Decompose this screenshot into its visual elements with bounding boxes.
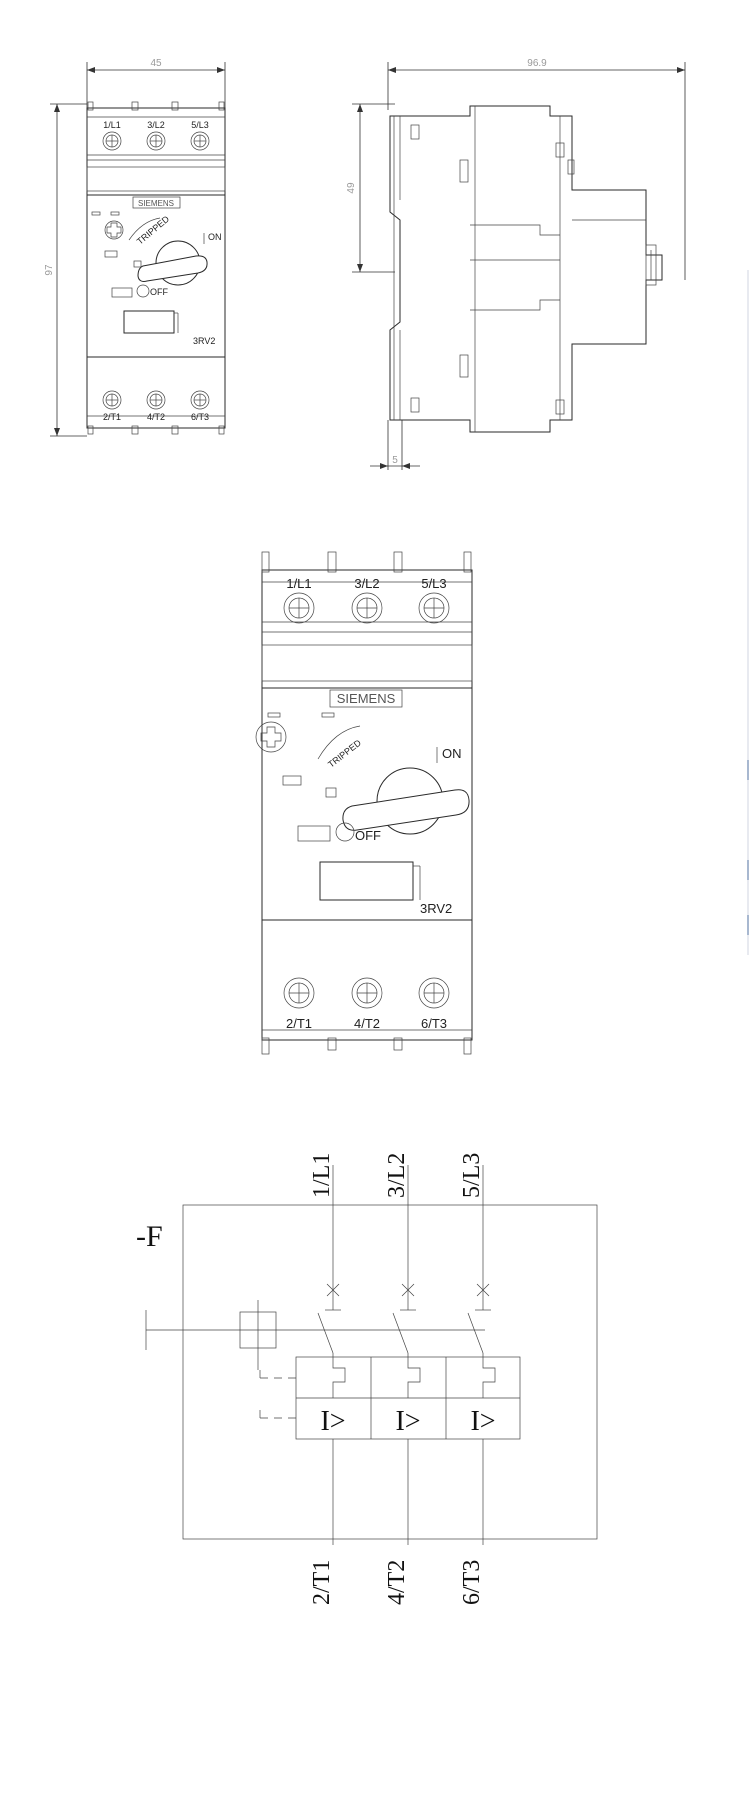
large-on-label: ON [442, 746, 462, 761]
large-top-terminal-1: 1/L1 [286, 576, 312, 591]
dim-front-width: 45 [150, 58, 162, 69]
side-view [346, 58, 685, 470]
large-top-terminal-2: 3/L2 [354, 576, 380, 591]
large-model-label: 3RV2 [420, 901, 453, 916]
small-off-label: OFF [150, 287, 168, 297]
small-on-label: ON [208, 232, 222, 242]
trip-symbol-3: I> [470, 1406, 496, 1437]
dim-side-depth: 96.9 [527, 58, 547, 69]
trip-symbol-1: I> [320, 1406, 346, 1437]
large-off-label: OFF [355, 828, 381, 843]
small-brand: SIEMENS [137, 199, 175, 208]
large-front-view [256, 552, 472, 1054]
dim-rail-offset: 5 [392, 455, 398, 466]
dim-terminal-height: 49 [346, 182, 357, 194]
large-bottom-terminal-1: 2/T1 [285, 1016, 313, 1031]
small-top-terminal-1: 1/L1 [103, 120, 121, 130]
dim-height: 97 [44, 264, 55, 276]
small-bottom-terminal-1: 2/T1 [102, 412, 122, 422]
small-front-view [44, 58, 225, 436]
schematic-input-1: 1/L1 [309, 1152, 335, 1198]
large-bottom-terminal-3: 6/T3 [420, 1016, 448, 1031]
large-bottom-terminal-2: 4/T2 [353, 1016, 381, 1031]
large-top-terminal-3: 5/L3 [421, 576, 447, 591]
schematic-output-2: 4/T2 [384, 1559, 410, 1605]
small-bottom-terminal-3: 6/T3 [190, 412, 210, 422]
schematic-input-2: 3/L2 [384, 1152, 410, 1198]
trip-symbol-2: I> [395, 1406, 421, 1437]
large-tripped-label: TRIPPED [326, 737, 363, 770]
schematic-designation: -F [136, 1220, 163, 1253]
small-top-terminal-2: 3/L2 [147, 120, 165, 130]
small-bottom-terminal-2: 4/T2 [146, 412, 166, 422]
circuit-schematic [136, 1153, 597, 1605]
small-model-label: 3RV2 [193, 336, 216, 346]
schematic-output-3: 6/T3 [459, 1559, 485, 1605]
schematic-input-3: 5/L3 [459, 1152, 485, 1198]
large-brand: SIEMENS [336, 691, 396, 706]
schematic-output-1: 2/T1 [309, 1559, 335, 1605]
small-top-terminal-3: 5/L3 [191, 120, 209, 130]
small-tripped-label: TRIPPED [134, 213, 172, 247]
